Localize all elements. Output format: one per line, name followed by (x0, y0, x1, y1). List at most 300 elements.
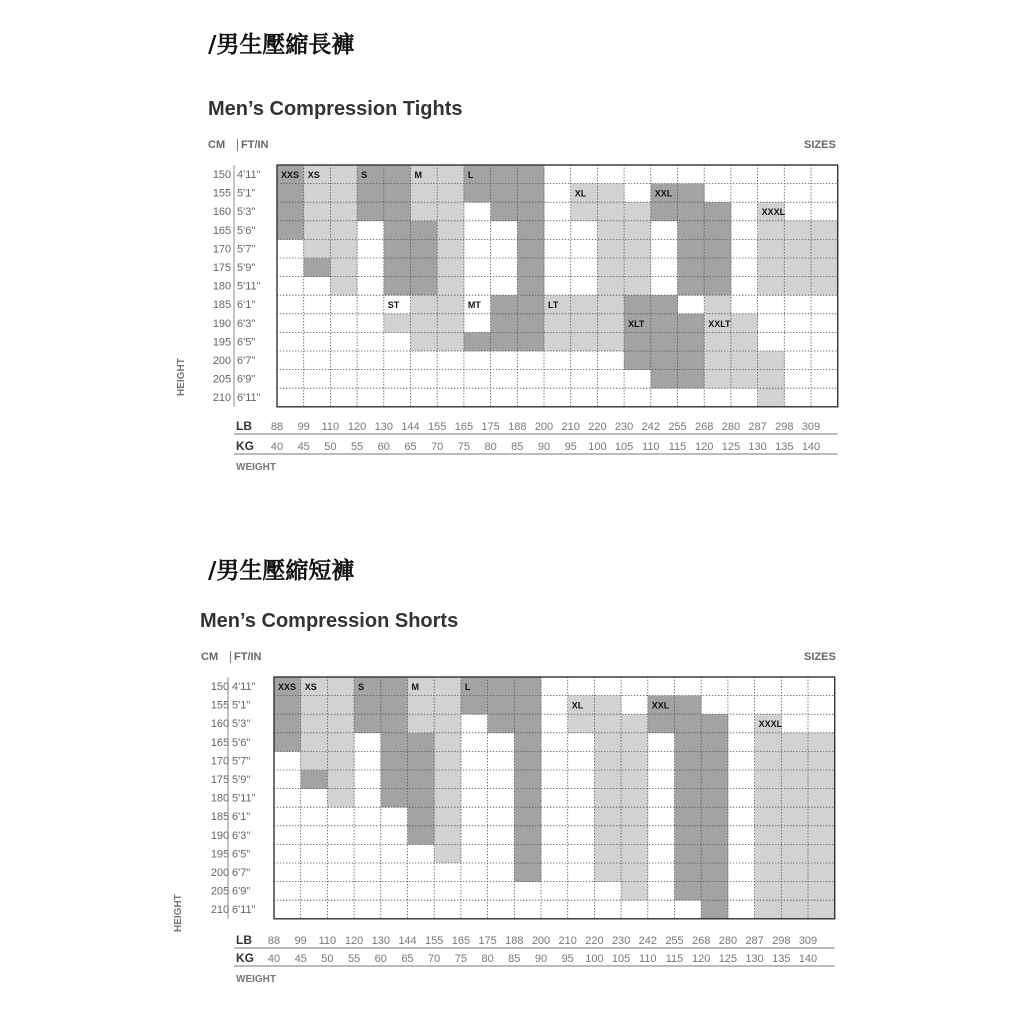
size-cell-xxl (651, 202, 678, 221)
size-label-xxxl: XXXL (761, 207, 786, 218)
x-tick-lb: 210 (561, 421, 580, 433)
x-tick-lb: 188 (508, 421, 527, 433)
x-tick-lb: 175 (481, 421, 500, 433)
size-cell-xs (304, 202, 331, 221)
size-cell-l (517, 202, 544, 221)
x-tick-kg: 55 (350, 441, 364, 453)
size-cell-s (408, 807, 435, 826)
size-cell-xs (327, 677, 354, 696)
tights-sizes-header: SIZES (804, 139, 836, 151)
size-cell-xl (571, 202, 598, 221)
x-tick-kg: 65 (404, 441, 417, 453)
x-tick-kg: 55 (347, 953, 361, 965)
x-tick-kg: 120 (692, 953, 711, 965)
size-cell-xxl (675, 751, 702, 770)
size-cell-xxxl (781, 770, 808, 789)
x-tick-lb: 220 (588, 421, 607, 433)
size-cell-xxxl (784, 221, 811, 240)
size-cell-xl (568, 714, 595, 733)
size-label-mt: MT (467, 300, 481, 311)
y-tick-ftin: 5'3" (232, 718, 251, 731)
x-tick-lb: 200 (534, 421, 554, 433)
height-axis-label: HEIGHT (176, 358, 187, 396)
size-cell-xxl (678, 258, 705, 277)
size-cell-l (488, 677, 515, 696)
x-tick-kg: 125 (721, 441, 741, 453)
size-cell-xxl (701, 900, 728, 919)
x-tick-lb: 298 (772, 935, 791, 947)
size-label-lt: LT (548, 300, 559, 311)
size-cell-m (437, 202, 464, 221)
size-cell-xxxl (808, 733, 835, 752)
size-cell-xxl (675, 714, 702, 733)
size-cell-xxl (678, 277, 705, 296)
y-tick-cm: 165 (212, 224, 232, 237)
x-tick-kg: 60 (374, 953, 387, 965)
size-cell-xxxl (755, 863, 782, 882)
size-cell-xxxl (784, 239, 811, 258)
size-cell-xxl (704, 202, 731, 221)
x-tick-lb: 165 (454, 421, 474, 433)
size-label-xxl: XXL (651, 700, 670, 711)
size-cell-m (411, 202, 438, 221)
size-cell-st (437, 295, 464, 314)
size-cell-xxs (277, 202, 304, 221)
size-cell-xxl (675, 696, 702, 715)
size-cell-xxl (648, 714, 675, 733)
size-cell-xxxl (755, 807, 782, 826)
size-cell-s (408, 733, 435, 752)
size-cell-xxl (675, 733, 702, 752)
size-cell-xxxl (755, 733, 782, 752)
size-cell-xxlt (731, 314, 758, 333)
size-cell-s (381, 714, 408, 733)
x-tick-kg: 50 (321, 953, 334, 965)
size-cell-s (408, 826, 435, 845)
size-cell-mt (517, 332, 544, 351)
size-cell-xxxl (755, 789, 782, 808)
size-cell-xs (301, 714, 328, 733)
size-cell-xxxl (781, 826, 808, 845)
size-cell-xxs (274, 714, 301, 733)
size-cell-xxl (678, 221, 705, 240)
size-cell-xlt (651, 295, 678, 314)
size-cell-lt (571, 295, 598, 314)
size-cell-xxxl (758, 258, 785, 277)
size-cell-m (437, 239, 464, 258)
size-cell-lt (571, 332, 598, 351)
size-cell-xxlt (758, 370, 785, 389)
size-cell-l (517, 165, 544, 184)
y-tick-cm: 175 (212, 262, 232, 274)
size-cell-xs (304, 184, 331, 203)
y-tick-cm: 195 (212, 336, 232, 349)
size-label-s: S (361, 170, 368, 180)
size-cell-xxxl (811, 277, 838, 296)
shorts-sizes-header: SIZES (804, 651, 836, 663)
x-tick-kg: 70 (428, 953, 441, 965)
size-cell-l (514, 826, 541, 845)
size-cell-xlt (651, 351, 678, 370)
size-cell-lt (597, 332, 624, 351)
size-cell-xlt (651, 314, 678, 333)
size-cell-xxxl (781, 900, 808, 919)
size-cell-xxlt (704, 351, 731, 370)
x-tick-lb: 155 (428, 421, 447, 433)
size-cell-s (357, 202, 384, 221)
size-cell-xxlt (704, 295, 731, 314)
size-cell-mt (491, 332, 518, 351)
size-cell-xs (330, 239, 357, 258)
size-cell-xxxl (758, 239, 785, 258)
size-cell-xl (597, 239, 624, 258)
size-cell-xs (304, 239, 331, 258)
y-tick-ftin: 4'11" (232, 681, 256, 693)
x-tick-kg: 90 (534, 953, 548, 965)
size-cell-xxs (277, 184, 304, 203)
x-tick-kg: 125 (718, 953, 738, 965)
size-cell-l (517, 258, 544, 277)
size-cell-xxl (678, 239, 705, 258)
shorts-section (0, 512, 1024, 1024)
shorts-size-chart (0, 512, 1024, 1024)
x-tick-kg: 130 (745, 953, 764, 965)
size-cell-st (411, 295, 438, 314)
size-cell-lt (597, 295, 624, 314)
size-cell-xxl (678, 202, 705, 221)
size-cell-xxxl (781, 882, 808, 901)
size-cell-m (437, 221, 464, 240)
size-label-l: L (467, 170, 474, 180)
y-tick-ftin: 5'3" (237, 206, 256, 219)
size-cell-xxlt (731, 351, 758, 370)
size-cell-xl (594, 863, 621, 882)
x-tick-kg: 80 (484, 441, 497, 453)
size-cell-l (514, 714, 541, 733)
size-cell-s (411, 258, 438, 277)
y-tick-ftin: 5'9" (232, 774, 251, 786)
y-tick-ftin: 5'11" (232, 792, 256, 805)
size-cell-s (381, 751, 408, 770)
size-cell-s (384, 165, 411, 184)
lb-axis-label: LB (236, 933, 252, 947)
tights-chinese-title: /男生壓縮長褲 (208, 32, 355, 58)
size-cell-xxlt (704, 370, 731, 389)
y-tick-cm: 150 (210, 681, 230, 693)
y-tick-ftin: 5'11" (237, 280, 261, 293)
size-cell-xxl (675, 770, 702, 789)
size-cell-l (488, 714, 515, 733)
x-tick-lb: 130 (371, 935, 390, 947)
size-cell-l (514, 677, 541, 696)
x-tick-kg: 115 (665, 953, 684, 965)
x-tick-lb: 309 (798, 935, 818, 947)
size-cell-s (381, 770, 408, 789)
size-cell-xl (597, 258, 624, 277)
size-cell-xxxl (808, 882, 835, 901)
size-cell-s (411, 277, 438, 296)
x-tick-lb: 200 (531, 935, 551, 947)
y-tick-ftin: 6'1" (237, 299, 256, 312)
x-tick-lb: 110 (321, 421, 340, 433)
size-cell-xlt (678, 314, 705, 333)
size-cell-xs (330, 165, 357, 184)
size-cell-xxl (701, 751, 728, 770)
y-tick-ftin: 6'9" (237, 373, 256, 386)
size-cell-xxl (701, 882, 728, 901)
size-cell-xl (621, 844, 648, 863)
size-cell-xl (621, 789, 648, 808)
size-cell-s (384, 184, 411, 203)
x-tick-kg: 115 (668, 441, 687, 453)
x-tick-lb: 287 (748, 421, 767, 433)
size-cell-xxl (701, 863, 728, 882)
x-tick-lb: 99 (294, 935, 307, 947)
size-cell-m (434, 807, 461, 826)
size-cell-xxxl (781, 863, 808, 882)
size-cell-xl (621, 733, 648, 752)
shorts-cm-header: CM (201, 651, 219, 663)
size-label-xxxl: XXXL (758, 719, 783, 730)
size-cell-xl (621, 714, 648, 733)
size-cell-xxs (277, 221, 304, 240)
size-cell-xxl (701, 807, 728, 826)
x-tick-kg: 95 (561, 953, 574, 965)
size-cell-s (408, 751, 435, 770)
y-tick-cm: 170 (210, 755, 230, 768)
y-tick-cm: 190 (212, 317, 232, 330)
size-cell-xxxl (755, 751, 782, 770)
shorts-chart-title: Men’s Compression Shorts (200, 610, 459, 632)
size-cell-xl (594, 770, 621, 789)
size-cell-xs (330, 202, 357, 221)
size-cell-s (384, 202, 411, 221)
size-cell-xxxl (758, 277, 785, 296)
y-tick-ftin: 6'11" (237, 392, 261, 405)
size-cell-xxl (704, 239, 731, 258)
x-tick-lb: 144 (401, 421, 420, 433)
size-cell-mt (491, 314, 518, 333)
size-label-l: L (464, 682, 471, 692)
x-tick-kg: 140 (801, 441, 821, 453)
y-tick-cm: 170 (212, 243, 232, 256)
x-tick-lb: 110 (318, 935, 337, 947)
size-cell-xl (624, 221, 651, 240)
size-cell-xlt (651, 332, 678, 351)
size-cell-mt (517, 295, 544, 314)
size-cell-xxxl (808, 789, 835, 808)
size-cell-xl (621, 863, 648, 882)
size-label-xs: XS (304, 682, 317, 692)
weight-axis-label: WEIGHT (236, 974, 276, 985)
size-cell-xlt (678, 370, 705, 389)
size-cell-xxl (675, 882, 702, 901)
y-tick-ftin: 5'6" (237, 224, 256, 237)
size-cell-lt (544, 332, 571, 351)
size-cell-s (381, 677, 408, 696)
kg-axis-label: KG (236, 951, 254, 965)
size-cell-xs (327, 733, 354, 752)
y-tick-cm: 165 (210, 736, 230, 749)
size-cell-xlt (678, 332, 705, 351)
size-cell-xxxl (781, 751, 808, 770)
size-cell-m (434, 789, 461, 808)
size-cell-l (488, 696, 515, 715)
lb-axis-label: LB (236, 419, 252, 433)
size-cell-s (408, 770, 435, 789)
size-cell-xxl (701, 770, 728, 789)
size-cell-l (464, 184, 491, 203)
size-cell-xl (621, 882, 648, 901)
size-cell-xxl (704, 221, 731, 240)
size-cell-xxxl (811, 239, 838, 258)
size-cell-xl (621, 826, 648, 845)
x-tick-kg: 95 (564, 441, 577, 453)
x-tick-kg: 110 (642, 441, 660, 453)
size-cell-l (514, 751, 541, 770)
y-tick-ftin: 5'1" (232, 699, 251, 712)
size-cell-l (491, 184, 518, 203)
x-tick-lb: 88 (270, 421, 284, 433)
tights-chart-title: Men’s Compression Tights (208, 98, 463, 120)
size-cell-m (434, 826, 461, 845)
size-cell-m (434, 751, 461, 770)
size-cell-xxxl (808, 751, 835, 770)
size-cell-lt (571, 314, 598, 333)
size-cell-xl (624, 239, 651, 258)
x-tick-lb: 155 (425, 935, 444, 947)
size-cell-xs (327, 751, 354, 770)
x-tick-kg: 50 (324, 441, 337, 453)
size-cell-xxlt (758, 351, 785, 370)
x-tick-kg: 75 (454, 953, 468, 965)
size-cell-xxlt (704, 332, 731, 351)
size-cell-s (384, 221, 411, 240)
y-tick-cm: 160 (212, 206, 232, 219)
size-cell-xxxl (755, 770, 782, 789)
size-cell-xlt (678, 351, 705, 370)
y-tick-ftin: 5'7" (232, 755, 251, 768)
size-cell-xs (301, 733, 328, 752)
x-tick-kg: 140 (798, 953, 818, 965)
size-label-st: ST (387, 300, 400, 311)
size-cell-st (411, 332, 438, 351)
size-cell-xl (594, 733, 621, 752)
size-cell-xxl (675, 863, 702, 882)
size-cell-xxxl (784, 258, 811, 277)
y-tick-ftin: 6'5" (232, 848, 251, 861)
y-tick-cm: 205 (210, 885, 230, 898)
x-tick-kg: 110 (639, 953, 657, 965)
size-cell-xxl (675, 826, 702, 845)
size-cell-l (514, 733, 541, 752)
size-cell-s (381, 733, 408, 752)
size-label-xlt: XLT (628, 318, 645, 329)
y-tick-ftin: 6'7" (237, 355, 256, 367)
y-tick-cm: 155 (210, 699, 230, 712)
size-label-s: S (358, 682, 365, 692)
size-cell-xxl (675, 789, 702, 808)
x-tick-kg: 45 (297, 441, 310, 453)
size-cell-xl (597, 202, 624, 221)
size-cell-xxl (701, 826, 728, 845)
x-tick-lb: 255 (665, 935, 684, 947)
y-tick-cm: 155 (212, 187, 232, 200)
x-tick-lb: 175 (478, 935, 497, 947)
size-cell-m (434, 696, 461, 715)
x-tick-lb: 242 (641, 421, 660, 433)
size-label-xxs: XXS (281, 170, 300, 180)
x-tick-lb: 144 (398, 935, 417, 947)
x-tick-kg: 75 (457, 441, 471, 453)
x-tick-lb: 298 (775, 421, 794, 433)
y-tick-cm: 195 (210, 848, 230, 861)
size-label-xxlt: XXLT (708, 318, 731, 329)
size-cell-xl (594, 696, 621, 715)
size-cell-xxs (304, 258, 331, 277)
size-cell-xl (597, 184, 624, 203)
x-tick-lb: 99 (297, 421, 310, 433)
x-tick-kg: 70 (431, 441, 444, 453)
x-tick-lb: 165 (451, 935, 471, 947)
size-cell-xxl (675, 807, 702, 826)
size-cell-xxxl (808, 826, 835, 845)
x-tick-lb: 230 (611, 935, 631, 947)
size-cell-xlt (624, 295, 651, 314)
size-cell-xxs (274, 696, 301, 715)
size-cell-s (384, 239, 411, 258)
size-cell-s (381, 696, 408, 715)
weight-axis-label: WEIGHT (236, 462, 276, 473)
y-tick-cm: 190 (210, 829, 230, 842)
size-cell-l (514, 770, 541, 789)
size-cell-xxlt (758, 388, 785, 407)
size-cell-mt (491, 295, 518, 314)
shorts-ftin-header: FT/IN (230, 651, 262, 663)
size-cell-m (437, 165, 464, 184)
size-cell-xl (621, 751, 648, 770)
size-cell-s (411, 221, 438, 240)
size-cell-m (434, 844, 461, 863)
x-tick-lb: 280 (718, 935, 738, 947)
size-cell-xxxl (781, 807, 808, 826)
size-cell-xxl (675, 844, 702, 863)
x-tick-kg: 120 (695, 441, 714, 453)
x-tick-kg: 135 (772, 953, 791, 965)
size-cell-xs (330, 221, 357, 240)
x-tick-kg: 85 (508, 953, 521, 965)
x-tick-kg: 105 (614, 441, 634, 453)
size-cell-m (434, 714, 461, 733)
tights-cm-header: CM (208, 139, 226, 151)
y-tick-ftin: 5'6" (232, 736, 251, 749)
size-cell-xlt (651, 370, 678, 389)
size-cell-xl (624, 258, 651, 277)
size-cell-l (491, 165, 518, 184)
y-tick-ftin: 5'9" (237, 262, 256, 274)
size-cell-xxxl (755, 882, 782, 901)
x-tick-lb: 255 (668, 421, 687, 433)
size-cell-xl (594, 844, 621, 863)
size-cell-xl (594, 826, 621, 845)
height-axis-label: HEIGHT (173, 894, 184, 932)
size-cell-l (491, 202, 518, 221)
y-tick-ftin: 6'11" (232, 904, 256, 917)
y-tick-ftin: 6'5" (237, 336, 256, 349)
y-tick-cm: 150 (212, 169, 232, 181)
x-tick-kg: 100 (588, 441, 607, 453)
size-cell-lt (597, 314, 624, 333)
